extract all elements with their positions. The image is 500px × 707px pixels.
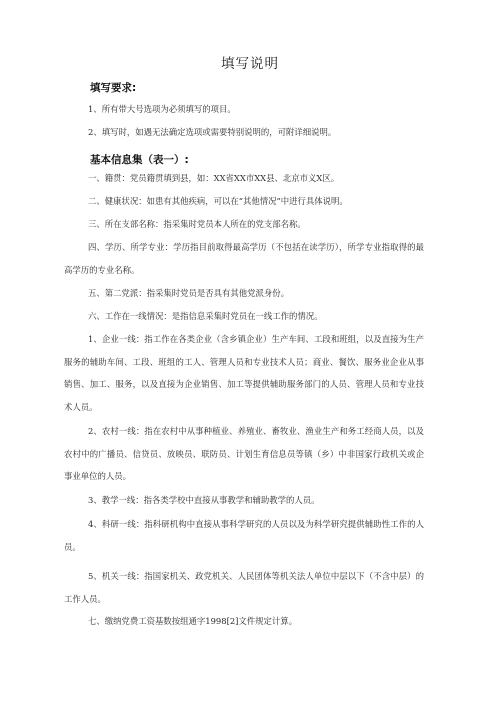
document-title: 填写说明 <box>221 56 279 72</box>
paragraph-native-place: 一、籍贯：党员籍贯填到县，如：XX省XX市XX县、北京市义X区。 <box>88 173 340 183</box>
paragraph-teaching-frontline: 3、教学一线：指各类学校中直接从事教学和辅助教学的人员。 <box>88 495 320 505</box>
paragraph-enterprise-frontline: 1、企业一线：指工作在各类企业（含乡镇企业）生产车间、工段和班组，以及直接为生产服务的辅助车间、工段、班组的工人、管理人员和专业技术人员；商业、餐饮、服务业企业从事销售、加工、服务，以及直接为企业销售、加工等提供辅助服务部门的人员、管理人员和专业技术人员。 <box>64 334 424 412</box>
paragraph-second-party: 五、第二党派：指采集时党员是否具有其他党派身份。 <box>88 288 289 298</box>
requirements-heading: 填写要求: <box>90 82 137 94</box>
paragraph-research-frontline: 4、科研一线：指科研机构中直接从事科学研究的人员以及为科学研究提供辅助性工作的人员。 <box>64 519 424 552</box>
paragraph-frontline: 六、工作在一线情况：是指信息采集时党员在一线工作的情况。 <box>88 311 323 321</box>
paragraph-government-frontline: 5、机关一线：指国家机关、政党机关、人民团体等机关法人单位中层以下（不含中层）的工作人员。 <box>64 571 424 604</box>
paragraph-rural-frontline: 2、农村一线：指在农村中从事种植业、养殖业、畜牧业、渔业生产和务工经商人员，以及农村中的广播员、信贷员、放映员、联防员、计划生育信息员等镇（乡）中非国家行政机关或企事业单位的人员。 <box>64 426 424 481</box>
requirement-item-2: 2、填写时，如遇无法确定选项或需要特别说明的，可附详细说明。 <box>88 127 337 137</box>
basic-info-heading: 基本信息集（表一）: <box>90 154 189 166</box>
paragraph-branch-name: 三、所在支部名称：指采集时党员本人所在的党支部名称。 <box>88 219 306 229</box>
paragraph-party-dues: 七、缴纳党费工资基数按组通字1998[2]文件规定计算。 <box>88 616 298 626</box>
paragraph-education: 四、学历、所学专业：学历指目前取得最高学历（不包括在读学历），所学专业指取得的最高学历的专业名称。 <box>64 242 424 275</box>
paragraph-health: 二、健康状况：如患有其他疾病，可以在“其他情况”中进行具体说明。 <box>88 196 348 206</box>
requirement-item-1: 1、所有带大号选项为必须填写的项目。 <box>88 104 236 114</box>
